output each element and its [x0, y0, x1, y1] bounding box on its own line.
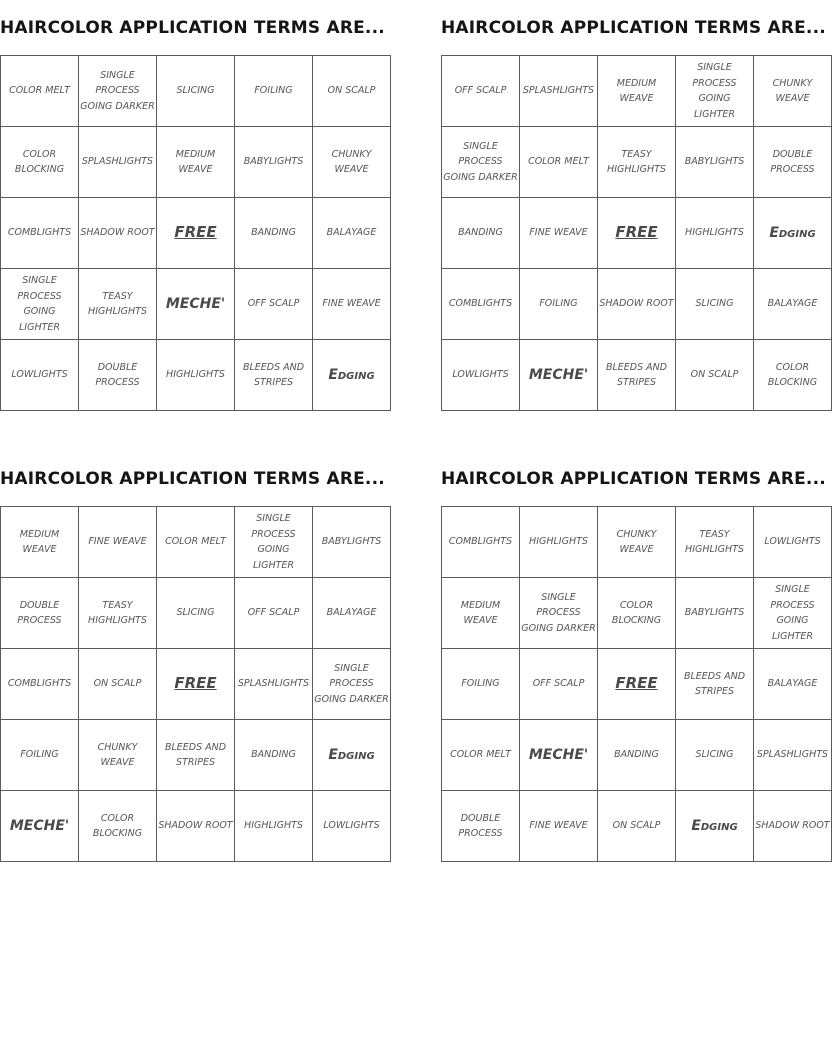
bingo-cell: MECHE' [157, 269, 235, 340]
bingo-cell: CHUNKY WEAVE [754, 56, 832, 127]
bingo-cell: SLICING [157, 578, 235, 649]
grid-row [1, 340, 391, 411]
bingo-cell: LOWLIGHTS [754, 507, 832, 578]
bingo-cell: SINGLE PROCESS GOING LIGHTER [235, 507, 313, 578]
grid-row [442, 507, 832, 578]
bingo-grid [0, 55, 391, 411]
bingo-cell: ON SCALP [79, 649, 157, 720]
grid-row [1, 127, 391, 198]
card-title: HAIRCOLOR APPLICATION TERMS ARE... [441, 18, 826, 38]
bingo-cell: HIGHLIGHTS [676, 198, 754, 269]
grid-row [442, 269, 832, 340]
bingo-cell: MEDIUM WEAVE [598, 56, 676, 127]
bingo-cell: TEASY HIGHLIGHTS [676, 507, 754, 578]
bingo-cell: DOUBLE PROCESS [442, 791, 520, 862]
card-title: HAIRCOLOR APPLICATION TERMS ARE... [441, 469, 826, 489]
bingo-cell: COMBLIGHTS [442, 269, 520, 340]
bingo-cell: BALAYAGE [313, 578, 391, 649]
bingo-cell: BABYLIGHTS [676, 127, 754, 198]
bingo-cell: HIGHLIGHTS [520, 507, 598, 578]
bingo-cell: SINGLE PROCESS GOING LIGHTER [676, 56, 754, 127]
bingo-cell: FOILING [1, 720, 79, 791]
bingo-cell: SINGLE PROCESS GOING LIGHTER [754, 578, 832, 649]
bingo-cell: CHUNKY WEAVE [313, 127, 391, 198]
bingo-cell: Edging [313, 340, 391, 411]
bingo-cell: MECHE' [520, 340, 598, 411]
bingo-cell: TEASY HIGHLIGHTS [79, 578, 157, 649]
bingo-cell: BALAYAGE [754, 649, 832, 720]
bingo-cell: BLEEDS AND STRIPES [157, 720, 235, 791]
bingo-cell: FINE WEAVE [79, 507, 157, 578]
bingo-cell: Edging [313, 720, 391, 791]
grid-row [1, 720, 391, 791]
grid-row [442, 720, 832, 791]
bingo-cell: OFF SCALP [442, 56, 520, 127]
bingo-cell: MECHE' [1, 791, 79, 862]
grid-row [1, 56, 391, 127]
grid-row [1, 649, 391, 720]
bingo-cell: BLEEDS AND STRIPES [598, 340, 676, 411]
bingo-cell: COMBLIGHTS [1, 198, 79, 269]
bingo-cell: FOILING [520, 269, 598, 340]
free-space-cell: FREE [157, 649, 235, 720]
bingo-cell: BANDING [235, 720, 313, 791]
bingo-cell: MECHE' [520, 720, 598, 791]
grid-row [442, 340, 832, 411]
bingo-cell: COLOR MELT [442, 720, 520, 791]
bingo-cell: OFF SCALP [235, 578, 313, 649]
bingo-cell: LOWLIGHTS [442, 340, 520, 411]
bingo-grid [441, 55, 832, 411]
bingo-cell: TEASY HIGHLIGHTS [79, 269, 157, 340]
bingo-cell: SPLASHLIGHTS [520, 56, 598, 127]
bingo-cell: SLICING [157, 56, 235, 127]
bingo-cell: CHUNKY WEAVE [598, 507, 676, 578]
bingo-cell: DOUBLE PROCESS [79, 340, 157, 411]
grid-row [442, 198, 832, 269]
bingo-cell: SPLASHLIGHTS [235, 649, 313, 720]
bingo-cell: OFF SCALP [520, 649, 598, 720]
bingo-cell: COLOR BLOCKING [754, 340, 832, 411]
bingo-cell: FINE WEAVE [520, 198, 598, 269]
grid-row [1, 269, 391, 340]
grid-row [442, 791, 832, 862]
bingo-cell: SINGLE PROCESS GOING DARKER [442, 127, 520, 198]
bingo-cell: Edging [754, 198, 832, 269]
bingo-cell: BALAYAGE [313, 198, 391, 269]
bingo-cell: MEDIUM WEAVE [157, 127, 235, 198]
free-space-cell: FREE [598, 649, 676, 720]
bingo-cell: ON SCALP [598, 791, 676, 862]
grid-row [442, 578, 832, 649]
bingo-cell: BLEEDS AND STRIPES [235, 340, 313, 411]
bingo-cell: DOUBLE PROCESS [1, 578, 79, 649]
bingo-cell: COLOR MELT [157, 507, 235, 578]
bingo-cell: BABYLIGHTS [235, 127, 313, 198]
bingo-cell: BANDING [235, 198, 313, 269]
grid-row [442, 56, 832, 127]
bingo-cell: HIGHLIGHTS [235, 791, 313, 862]
free-space-cell: FREE [598, 198, 676, 269]
bingo-cell: SINGLE PROCESS GOING DARKER [313, 649, 391, 720]
bingo-cell: MEDIUM WEAVE [1, 507, 79, 578]
grid-row [1, 578, 391, 649]
card-title: HAIRCOLOR APPLICATION TERMS ARE... [0, 469, 385, 489]
grid-row [1, 507, 391, 578]
free-space-cell: FREE [157, 198, 235, 269]
bingo-cell: HIGHLIGHTS [157, 340, 235, 411]
grid-row [442, 127, 832, 198]
bingo-cell: BLEEDS AND STRIPES [676, 649, 754, 720]
bingo-cell: FOILING [442, 649, 520, 720]
bingo-cell: LOWLIGHTS [313, 791, 391, 862]
bingo-cell: COMBLIGHTS [1, 649, 79, 720]
bingo-cell: FOILING [235, 56, 313, 127]
bingo-cell: SPLASHLIGHTS [79, 127, 157, 198]
bingo-cell: SHADOW ROOT [157, 791, 235, 862]
bingo-cell: CHUNKY WEAVE [79, 720, 157, 791]
bingo-cell: DOUBLE PROCESS [754, 127, 832, 198]
bingo-cell: SHADOW ROOT [79, 198, 157, 269]
bingo-cell: SHADOW ROOT [754, 791, 832, 862]
bingo-grid [0, 506, 391, 862]
bingo-cell: COLOR MELT [520, 127, 598, 198]
bingo-cell: COLOR BLOCKING [79, 791, 157, 862]
bingo-cell: OFF SCALP [235, 269, 313, 340]
bingo-cell: SINGLE PROCESS GOING DARKER [520, 578, 598, 649]
bingo-cell: FINE WEAVE [520, 791, 598, 862]
bingo-cell: MEDIUM WEAVE [442, 578, 520, 649]
card-title: HAIRCOLOR APPLICATION TERMS ARE... [0, 18, 385, 38]
bingo-cell: BALAYAGE [754, 269, 832, 340]
grid-row [1, 791, 391, 862]
grid-row [442, 649, 832, 720]
bingo-cell: COLOR MELT [1, 56, 79, 127]
bingo-cell: BANDING [598, 720, 676, 791]
bingo-cell: COLOR BLOCKING [598, 578, 676, 649]
bingo-cell: BABYLIGHTS [676, 578, 754, 649]
bingo-cell: BANDING [442, 198, 520, 269]
bingo-cell: ON SCALP [313, 56, 391, 127]
bingo-cell: LOWLIGHTS [1, 340, 79, 411]
bingo-cell: BABYLIGHTS [313, 507, 391, 578]
bingo-cell: SLICING [676, 720, 754, 791]
bingo-cell: SINGLE PROCESS GOING LIGHTER [1, 269, 79, 340]
bingo-cell: FINE WEAVE [313, 269, 391, 340]
bingo-cell: SPLASHLIGHTS [754, 720, 832, 791]
bingo-cell: Edging [676, 791, 754, 862]
bingo-cell: COMBLIGHTS [442, 507, 520, 578]
bingo-cell: COLOR BLOCKING [1, 127, 79, 198]
bingo-cell: SHADOW ROOT [598, 269, 676, 340]
bingo-cell: SLICING [676, 269, 754, 340]
bingo-cell: SINGLE PROCESS GOING DARKER [79, 56, 157, 127]
bingo-cell: ON SCALP [676, 340, 754, 411]
bingo-cell: TEASY HIGHLIGHTS [598, 127, 676, 198]
bingo-grid [441, 506, 832, 862]
grid-row [1, 198, 391, 269]
